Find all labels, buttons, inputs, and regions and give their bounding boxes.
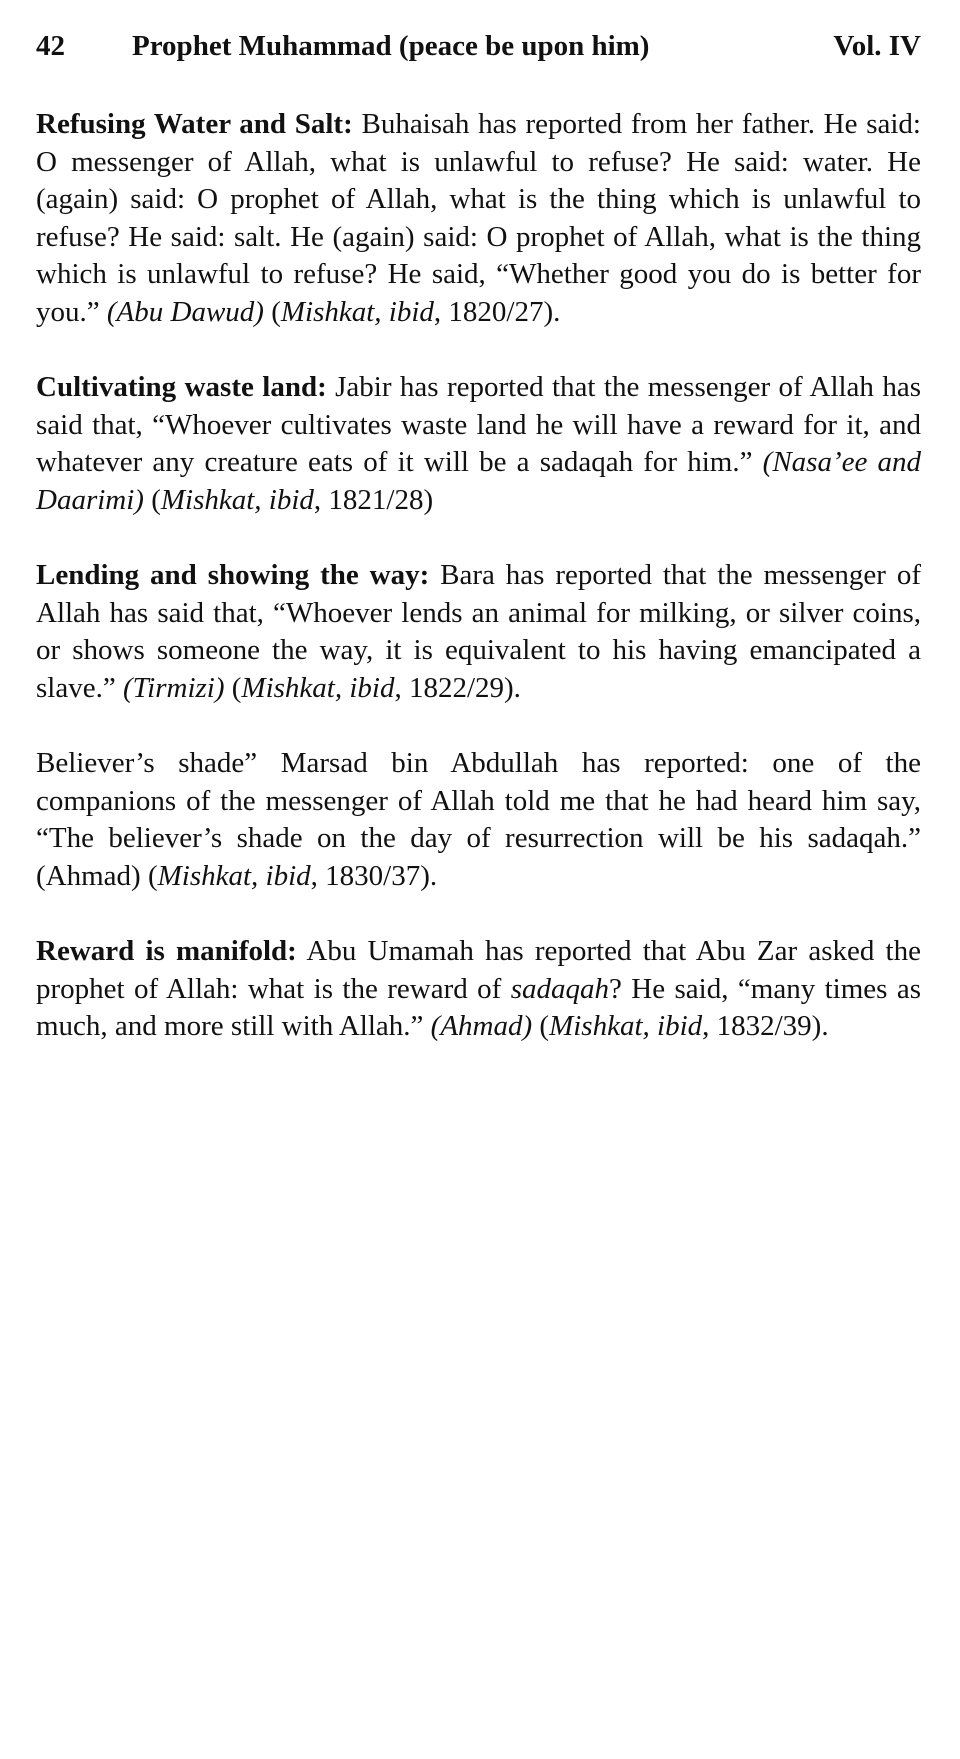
page — [36, 26, 921, 1084]
ref-number: , 1832/39). — [702, 1010, 829, 1042]
ref-number: , 1822/29). — [394, 671, 521, 704]
section-reward-is-manifold — [36, 933, 921, 1046]
section-heading: Cultivating waste land: — [36, 371, 327, 403]
ref-open: ( — [263, 295, 281, 328]
running-header — [36, 26, 921, 66]
section-text: Bara has reported that the messenger of Allah has said that, “Whoever lends an animal for milking, or silver coins, or shows someone the way, it is equivalent to his having emancipated a slave.” — [36, 559, 921, 704]
ref-work: Mishkat, ibid — [241, 671, 395, 704]
volume-label: Vol. IV — [833, 30, 921, 62]
ref-work: Mishkat, ibid — [280, 295, 434, 328]
source-citation: (Ahmad) — [430, 1010, 533, 1042]
source-citation: (Abu Dawud) — [106, 295, 264, 328]
section-refusing-water-and-salt — [36, 106, 921, 331]
section-lending-and-showing-the-way — [36, 557, 921, 707]
section-text-continued: ? He said, “many times as much, and more still with Allah.” — [36, 972, 922, 1042]
section-text: Jabir has reported that the messenger of Allah has said that, “Whoever cultivates waste land he will have a reward for it, and whatever any creature eats of it will be a sadaqah for him.” — [36, 371, 921, 478]
ref-open: ( — [224, 671, 242, 704]
ref-work: Mishkat, ibid — [549, 1010, 703, 1042]
book-title: Prophet Muhammad (peace be upon him) — [132, 30, 650, 62]
ref-number: , 1830/37). — [310, 859, 438, 892]
section-believers-shade — [36, 745, 921, 895]
ref-number: , 1820/27). — [433, 295, 561, 328]
ref-number: , 1821/28) — [313, 483, 434, 516]
ref-open: ( — [532, 1010, 550, 1042]
ref-work: Mishkat, ibid — [157, 859, 311, 892]
ref-work: Mishkat, ibid — [160, 483, 314, 516]
ref-open: ( — [143, 483, 161, 516]
section-text: Believer’s shade” Marsad bin Abdullah has reported: one of the companions of the messenger of Allah told me that he had heard him say, “The believer’s shade on the day of resurrection will be his sadaqah.” (Ahmad) — [36, 747, 921, 892]
section-heading: Lending and showing the way: — [36, 559, 430, 591]
source-citation: (Tirmizi) — [122, 671, 225, 704]
page-number: 42 — [36, 30, 65, 62]
section-heading: Reward is manifold: — [36, 935, 297, 967]
ref-open: ( — [147, 859, 158, 892]
section-heading: Refusing Water and Salt: — [36, 108, 353, 140]
term-sadaqah: sadaqah — [510, 972, 610, 1005]
section-text: Abu Umamah has reported that Abu Zar asked the prophet of Allah: what is the reward of — [36, 935, 921, 1005]
source-citation: (Nasa’ee and Daarimi) — [36, 446, 922, 516]
section-text: Buhaisah has reported from her father. He said: O messenger of Allah, what is unlawful to refuse? He said: water. He (again) said: O prophet of Allah, what is the thing which is unlawful to refuse? He said: salt. He (again) said: O prophet of Allah, what is the thing which is unlawful to refuse? He said, “Whether good you do is better for you.” — [36, 108, 921, 328]
section-cultivating-waste-land — [36, 369, 921, 519]
